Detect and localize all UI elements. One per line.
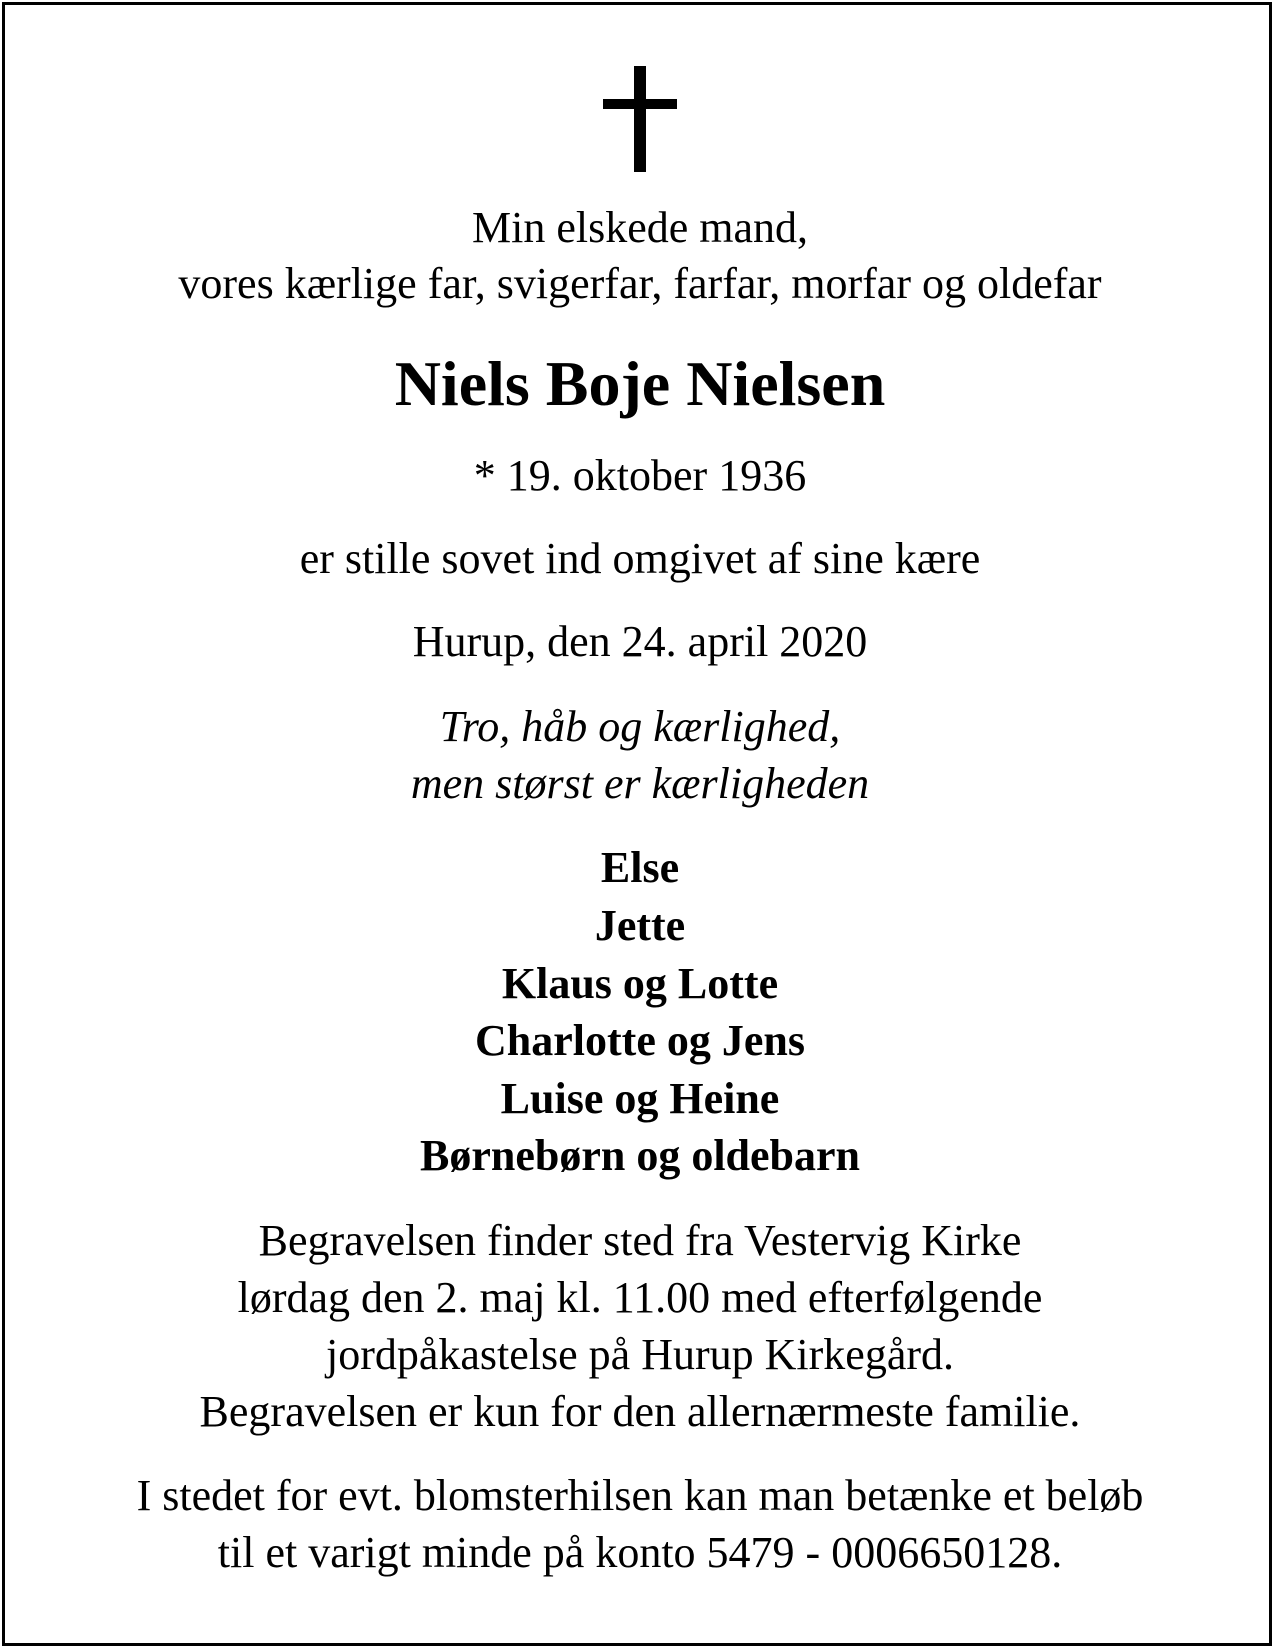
deceased-name: Niels Boje Nielsen — [394, 348, 886, 419]
funeral-line-2: lørdag den 2. maj kl. 11.00 med efterfølgende — [237, 1273, 1043, 1322]
mourner-4: Charlotte og Jens — [475, 1016, 805, 1065]
cross-icon — [603, 66, 677, 172]
intro-line-1: Min elskede mand, — [471, 203, 809, 252]
funeral-line-4: Begravelsen er kun for den allernærmeste familie. — [199, 1387, 1081, 1436]
place-and-date: Hurup, den 24. april 2020 — [412, 617, 868, 666]
mourner-5: Luise og Heine — [500, 1074, 780, 1123]
mourner-3: Klaus og Lotte — [501, 959, 779, 1008]
birth-date: * 19. oktober 1936 — [473, 451, 807, 500]
mourner-2: Jette — [594, 901, 686, 950]
passing-text: er stille sovet ind omgivet af sine kære — [299, 534, 981, 583]
funeral-line-1: Begravelsen finder sted fra Vestervig Kirke — [258, 1216, 1022, 1265]
mourner-6: Børnebørn og oldebarn — [419, 1131, 861, 1180]
donation-line-2: til et varigt minde på konto 5479 - 0006650128. — [217, 1528, 1063, 1577]
mourner-1: Else — [600, 843, 680, 892]
funeral-line-3: jordpåkastelse på Hurup Kirkegård. — [325, 1330, 954, 1379]
verse-line-1: Tro, håb og kærlighed, — [439, 702, 841, 751]
verse-line-2: men størst er kærligheden — [410, 759, 870, 808]
donation-line-1: I stedet for evt. blomsterhilsen kan man betænke et beløb — [136, 1471, 1144, 1520]
intro-line-2: vores kærlige far, svigerfar, farfar, morfar og oldefar — [178, 259, 1102, 308]
